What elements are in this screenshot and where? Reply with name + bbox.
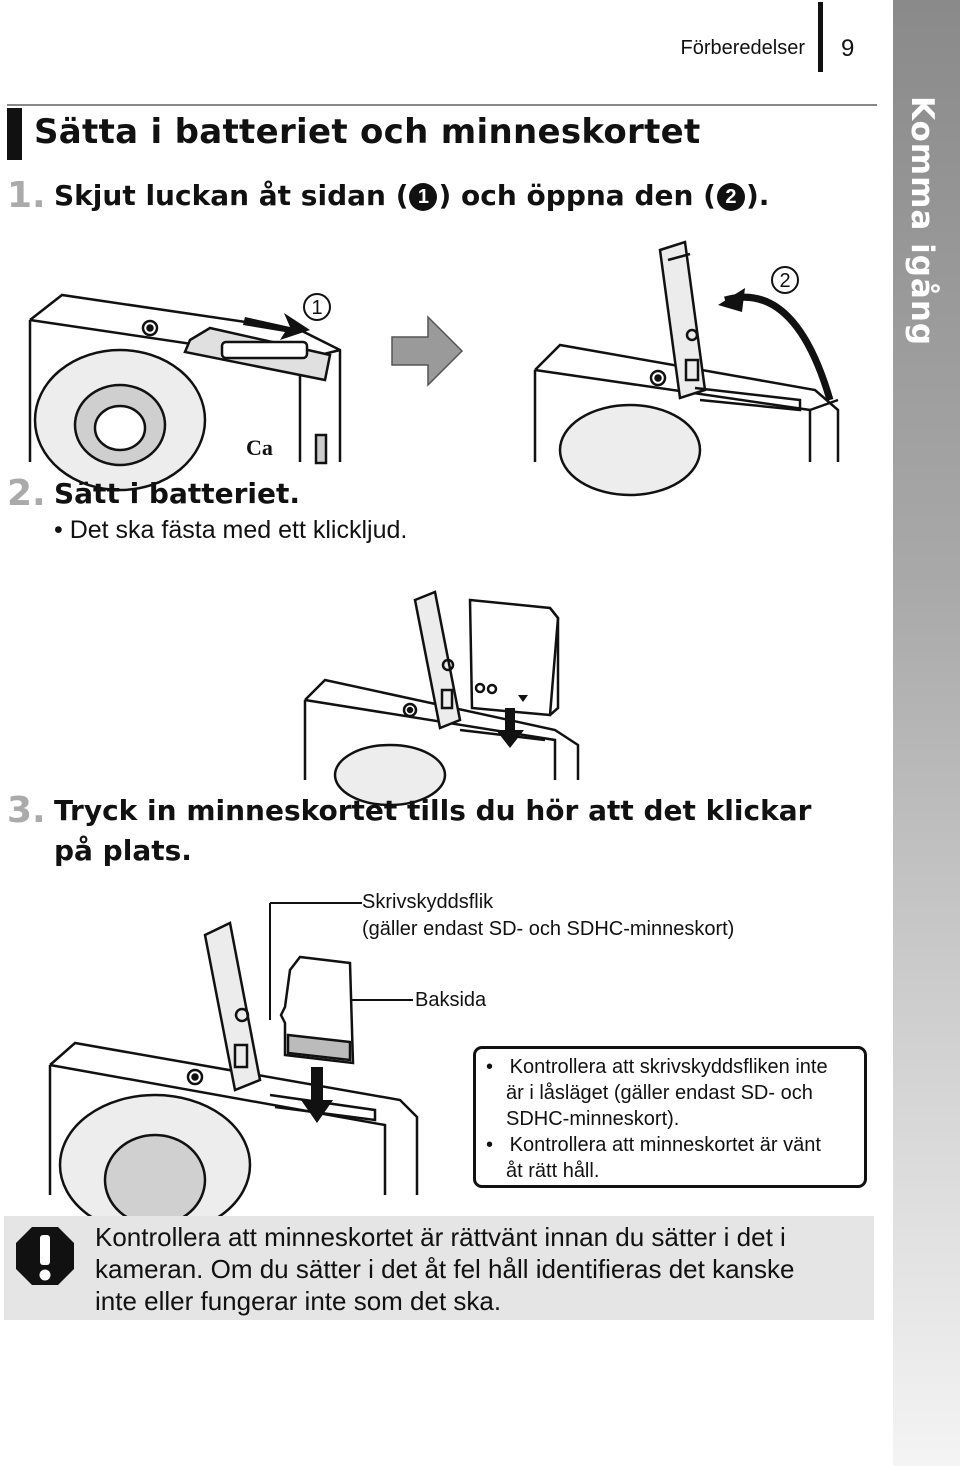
note-item-1: • Kontrollera att skrivskyddsfliken inte är i låsläget (gäller endast SD- och SDHC-minneskort). bbox=[486, 1056, 828, 1130]
step-3-number: 3. bbox=[7, 790, 46, 831]
back-side-callout: Baksida bbox=[415, 989, 487, 1011]
caution-icon bbox=[14, 1225, 76, 1287]
page-number: 9 bbox=[841, 35, 855, 62]
circled-marker-1: 1 bbox=[409, 183, 437, 211]
step-2-bullet: • Det ska fästa med ett klickljud. bbox=[54, 516, 408, 544]
step-1-text-b: ) och öppna den ( bbox=[438, 179, 716, 212]
step-2-bullet-text: Det ska fästa med ett klickljud. bbox=[69, 516, 408, 544]
caution-text bbox=[95, 1221, 865, 1317]
header-divider bbox=[818, 2, 823, 72]
memory-card-insertion-illustration bbox=[45, 895, 425, 1197]
battery-insertion-illustration bbox=[300, 590, 585, 782]
next-arrow-icon bbox=[390, 315, 465, 387]
step1-marker-1 bbox=[302, 292, 332, 322]
note-item-2-line-1: Kontrollera att minneskortet är vänt bbox=[509, 1134, 821, 1156]
circled-marker-2: 2 bbox=[717, 183, 745, 211]
step-1-text bbox=[54, 179, 769, 212]
svg-text:1: 1 bbox=[311, 297, 323, 319]
title-bar bbox=[7, 108, 22, 160]
camera-brand-text: Ca bbox=[246, 435, 273, 460]
write-protect-note: (gäller endast SD- och SDHC-minneskort) bbox=[362, 918, 735, 940]
title-rule bbox=[7, 104, 877, 106]
note-item-2: • Kontrollera att minneskortet är vänt åt rätt håll. bbox=[486, 1134, 821, 1182]
step-3-text-line1: Tryck in minneskortet tills du hör att det klickar bbox=[54, 794, 812, 827]
note-item-1-line-1: Kontrollera att skrivskyddsfliken inte bbox=[509, 1056, 828, 1078]
camera-door-open-illustration bbox=[520, 240, 850, 465]
step-1-text-c: ). bbox=[745, 179, 770, 212]
write-protect-label: Skrivskyddsflik bbox=[362, 891, 494, 913]
side-tab-label: Komma igång bbox=[904, 96, 940, 347]
caution-line-3: inte eller fungerar inte som det ska. bbox=[95, 1286, 502, 1316]
step-1-text-a: Skjut luckan åt sidan ( bbox=[54, 179, 409, 212]
note-item-2-line-2: åt rätt håll. bbox=[506, 1160, 600, 1182]
svg-text:2: 2 bbox=[779, 270, 791, 292]
step-2-text: Sätt i batteriet. bbox=[54, 477, 301, 510]
note-item-1-line-3: SDHC-minneskort). bbox=[506, 1108, 680, 1130]
step1-marker-2 bbox=[770, 265, 800, 295]
header-section: Förberedelser bbox=[680, 37, 805, 59]
page-title: Sätta i batteriet och minneskortet bbox=[34, 112, 701, 152]
camera-door-closed-illustration bbox=[0, 280, 350, 465]
step-3-text-line2: på plats. bbox=[54, 834, 192, 867]
caution-line-1: Kontrollera att minneskortet är rättvänt innan du sätter i det i bbox=[95, 1222, 786, 1252]
step-2-number: 2. bbox=[7, 473, 46, 514]
caution-line-2: kameran. Om du sätter i det åt fel håll identifieras det kanske bbox=[95, 1254, 795, 1284]
step-1-number: 1. bbox=[7, 175, 46, 216]
note-item-1-line-2: är i låsläget (gäller endast SD- och bbox=[506, 1082, 813, 1104]
